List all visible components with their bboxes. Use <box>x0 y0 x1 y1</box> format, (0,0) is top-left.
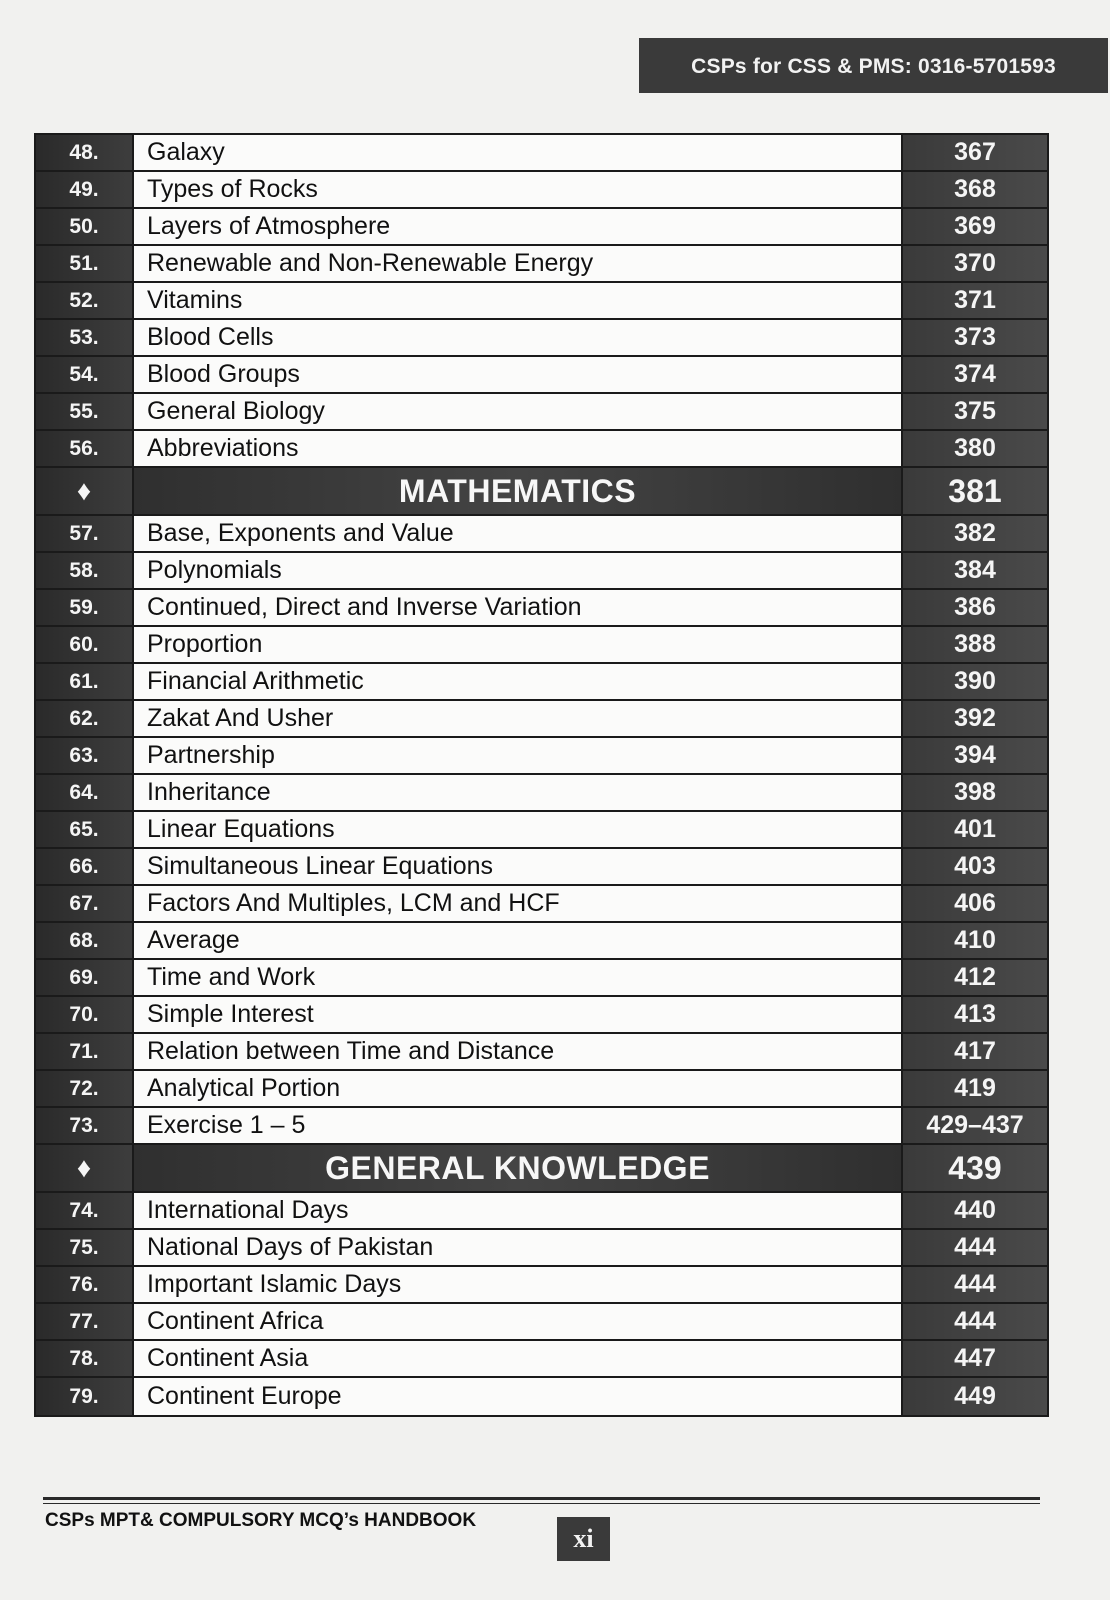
toc-page-number: 375 <box>901 394 1047 429</box>
toc-page-number: 370 <box>901 246 1047 281</box>
toc-entry-title: Continued, Direct and Inverse Variation <box>134 590 901 625</box>
toc-page-number: 380 <box>901 431 1047 466</box>
section-diamond-icon: ♦ <box>36 468 134 514</box>
toc-page-number: 413 <box>901 997 1047 1032</box>
toc-page-number: 371 <box>901 283 1047 318</box>
toc-row <box>36 1341 1047 1378</box>
toc-row <box>36 1034 1047 1071</box>
toc-page-number: 392 <box>901 701 1047 736</box>
toc-row <box>36 1108 1047 1145</box>
toc-row <box>36 627 1047 664</box>
toc-page-number: 373 <box>901 320 1047 355</box>
toc-row <box>36 394 1047 431</box>
toc-page-number: 417 <box>901 1034 1047 1069</box>
toc-entry-title: National Days of Pakistan <box>134 1230 901 1265</box>
toc-entry-number: 52. <box>36 283 134 318</box>
footer-book-title: CSPs MPT& COMPULSORY MCQ’s HANDBOOK <box>45 1510 477 1531</box>
toc-page-number: 367 <box>901 135 1047 170</box>
toc-entry-title: Simultaneous Linear Equations <box>134 849 901 884</box>
toc-entry-number: 78. <box>36 1341 134 1376</box>
toc-entry-number: 75. <box>36 1230 134 1265</box>
toc-page-number: 419 <box>901 1071 1047 1106</box>
toc-page-number: 386 <box>901 590 1047 625</box>
toc-entry-title: Blood Cells <box>134 320 901 355</box>
toc-entry-number: 56. <box>36 431 134 466</box>
toc-entry-title: Continent Europe <box>134 1378 901 1415</box>
toc-entry-title: Types of Rocks <box>134 172 901 207</box>
toc-entry-number: 63. <box>36 738 134 773</box>
toc-row <box>36 701 1047 738</box>
toc-row <box>36 923 1047 960</box>
toc-entry-number: 48. <box>36 135 134 170</box>
toc-section-title: MATHEMATICS <box>134 468 901 514</box>
toc-row <box>36 590 1047 627</box>
toc-entry-number: 67. <box>36 886 134 921</box>
toc-entry-title: Polynomials <box>134 553 901 588</box>
toc-row <box>36 246 1047 283</box>
toc-page-number: 382 <box>901 516 1047 551</box>
toc-page-number: 410 <box>901 923 1047 958</box>
toc-entry-number: 54. <box>36 357 134 392</box>
toc-entry-title: Time and Work <box>134 960 901 995</box>
toc-entry-title: Financial Arithmetic <box>134 664 901 699</box>
toc-entry-number: 62. <box>36 701 134 736</box>
toc-row <box>36 553 1047 590</box>
toc-entry-number: 51. <box>36 246 134 281</box>
toc-entry-title: Inheritance <box>134 775 901 810</box>
toc-entry-number: 50. <box>36 209 134 244</box>
toc-entry-title: Renewable and Non-Renewable Energy <box>134 246 901 281</box>
header-title: CSPs for CSS & PMS: 0316-5701593 <box>691 54 1056 78</box>
toc-entry-number: 73. <box>36 1108 134 1143</box>
toc-row <box>36 886 1047 923</box>
toc-row <box>36 135 1047 172</box>
toc-entry-title: Proportion <box>134 627 901 662</box>
toc-page-number: 444 <box>901 1267 1047 1302</box>
toc-page-number: 449 <box>901 1378 1047 1415</box>
toc-row <box>36 664 1047 701</box>
toc-page-number: 403 <box>901 849 1047 884</box>
toc-page-number: 369 <box>901 209 1047 244</box>
toc-entry-title: Continent Asia <box>134 1341 901 1376</box>
toc-row <box>36 209 1047 246</box>
toc-entry-number: 57. <box>36 516 134 551</box>
toc-row <box>36 357 1047 394</box>
toc-row <box>36 997 1047 1034</box>
toc-entry-title: Simple Interest <box>134 997 901 1032</box>
toc-page-number: 374 <box>901 357 1047 392</box>
toc-row <box>36 812 1047 849</box>
toc-page-number: 412 <box>901 960 1047 995</box>
toc-entry-title: Galaxy <box>134 135 901 170</box>
toc-row <box>36 960 1047 997</box>
toc-row <box>36 1304 1047 1341</box>
page-header-banner <box>639 38 1108 93</box>
toc-page-number: 444 <box>901 1304 1047 1339</box>
toc-entry-number: 70. <box>36 997 134 1032</box>
toc-row <box>36 1267 1047 1304</box>
toc-entry-number: 76. <box>36 1267 134 1302</box>
toc-section-title: GENERAL KNOWLEDGE <box>134 1145 901 1191</box>
toc-section-row <box>36 1145 1047 1193</box>
toc-entry-title: General Biology <box>134 394 901 429</box>
toc-entry-number: 64. <box>36 775 134 810</box>
toc-entry-title: Continent Africa <box>134 1304 901 1339</box>
toc-entry-title: Exercise 1 – 5 <box>134 1108 901 1143</box>
toc-entry-title: Vitamins <box>134 283 901 318</box>
toc-page-number: 447 <box>901 1341 1047 1376</box>
toc-page-number: 440 <box>901 1193 1047 1228</box>
toc-entry-number: 53. <box>36 320 134 355</box>
toc-entry-title: Relation between Time and Distance <box>134 1034 901 1069</box>
toc-page-number: 439 <box>901 1145 1047 1191</box>
toc-page-number: 388 <box>901 627 1047 662</box>
toc-row <box>36 849 1047 886</box>
toc-row <box>36 320 1047 357</box>
toc-entry-number: 72. <box>36 1071 134 1106</box>
toc-entry-title: Analytical Portion <box>134 1071 901 1106</box>
toc-entry-title: Linear Equations <box>134 812 901 847</box>
footer-rule-thin <box>43 1503 1040 1504</box>
toc-entry-title: Layers of Atmosphere <box>134 209 901 244</box>
toc-page-number: 406 <box>901 886 1047 921</box>
toc-row <box>36 1071 1047 1108</box>
toc-entry-number: 71. <box>36 1034 134 1069</box>
toc-row <box>36 738 1047 775</box>
toc-page-number: 368 <box>901 172 1047 207</box>
section-diamond-icon: ♦ <box>36 1145 134 1191</box>
toc-row <box>36 775 1047 812</box>
toc-entry-title: Average <box>134 923 901 958</box>
page-folio: xi <box>557 1517 610 1561</box>
toc-entry-title: Abbreviations <box>134 431 901 466</box>
toc-row <box>36 431 1047 468</box>
toc-row <box>36 1378 1047 1415</box>
toc-entry-title: Factors And Multiples, LCM and HCF <box>134 886 901 921</box>
toc-row <box>36 1193 1047 1230</box>
toc-entry-number: 77. <box>36 1304 134 1339</box>
toc-entry-number: 61. <box>36 664 134 699</box>
toc-entry-number: 58. <box>36 553 134 588</box>
toc-entry-number: 68. <box>36 923 134 958</box>
toc-entry-title: Important Islamic Days <box>134 1267 901 1302</box>
toc-page-number: 390 <box>901 664 1047 699</box>
toc-entry-title: International Days <box>134 1193 901 1228</box>
toc-page-number: 398 <box>901 775 1047 810</box>
toc-row <box>36 283 1047 320</box>
toc-page-number: 444 <box>901 1230 1047 1265</box>
toc-page-number: 429–437 <box>901 1108 1047 1143</box>
table-of-contents <box>34 133 1049 1417</box>
toc-entry-number: 55. <box>36 394 134 429</box>
toc-page-number: 394 <box>901 738 1047 773</box>
toc-entry-number: 69. <box>36 960 134 995</box>
toc-entry-number: 60. <box>36 627 134 662</box>
toc-page-number: 384 <box>901 553 1047 588</box>
toc-page-number: 381 <box>901 468 1047 514</box>
toc-row <box>36 172 1047 209</box>
toc-row <box>36 1230 1047 1267</box>
toc-entry-number: 49. <box>36 172 134 207</box>
toc-entry-title: Zakat And Usher <box>134 701 901 736</box>
toc-entry-number: 79. <box>36 1378 134 1415</box>
toc-entry-number: 66. <box>36 849 134 884</box>
toc-entry-number: 65. <box>36 812 134 847</box>
toc-section-row <box>36 468 1047 516</box>
footer-rule <box>43 1497 1040 1500</box>
toc-page-number: 401 <box>901 812 1047 847</box>
toc-entry-title: Base, Exponents and Value <box>134 516 901 551</box>
toc-row <box>36 516 1047 553</box>
toc-entry-number: 59. <box>36 590 134 625</box>
toc-entry-title: Blood Groups <box>134 357 901 392</box>
toc-entry-number: 74. <box>36 1193 134 1228</box>
toc-entry-title: Partnership <box>134 738 901 773</box>
